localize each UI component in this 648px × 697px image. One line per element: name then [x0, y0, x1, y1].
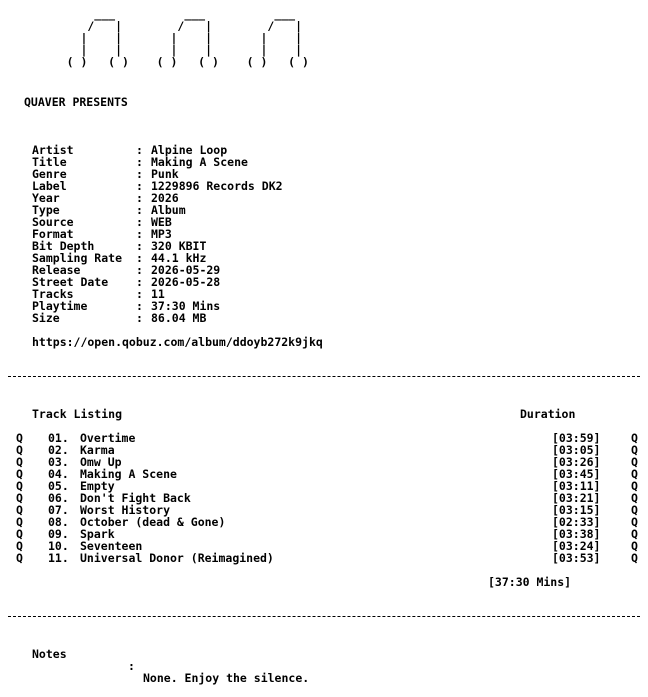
info-key: Genre	[32, 167, 67, 181]
info-value: 11	[151, 287, 165, 301]
info-key: Size	[32, 311, 60, 325]
info-key: Sampling Rate	[32, 251, 123, 265]
track-number: 08.	[48, 515, 69, 529]
info-sep: :	[136, 311, 143, 325]
track-row	[0, 552, 648, 564]
info-value: 2026-05-29	[151, 263, 221, 277]
info-key: Artist	[32, 143, 74, 157]
info-value: 86.04 MB	[151, 311, 207, 325]
info-value: Album	[151, 203, 186, 217]
info-row	[0, 168, 648, 180]
track-number: 11.	[48, 551, 69, 565]
track-duration: [03:24]	[552, 539, 601, 553]
track-marker-left: Q	[16, 551, 23, 565]
track-marker-left: Q	[16, 479, 23, 493]
track-duration: [03:21]	[552, 491, 601, 505]
presenter-line: QUAVER PRESENTS	[24, 95, 128, 109]
info-row	[0, 192, 648, 204]
info-sep: :	[136, 203, 143, 217]
track-marker-right: Q	[631, 551, 638, 565]
info-value: Alpine Loop	[151, 143, 228, 157]
track-number: 09.	[48, 527, 69, 541]
info-sep: :	[136, 227, 143, 241]
info-row	[0, 228, 648, 240]
track-marker-right: Q	[631, 443, 638, 457]
track-number: 07.	[48, 503, 69, 517]
track-number: 06.	[48, 491, 69, 505]
track-title: Making A Scene	[80, 467, 177, 481]
track-duration: [03:15]	[552, 503, 601, 517]
info-row	[0, 288, 648, 300]
track-marker-left: Q	[16, 527, 23, 541]
duration-header: Duration	[520, 407, 576, 421]
track-duration: [03:59]	[552, 431, 601, 445]
info-value: MP3	[151, 227, 172, 241]
track-duration: [02:33]	[552, 515, 601, 529]
info-key: Label	[32, 179, 67, 193]
info-row	[0, 180, 648, 192]
track-title: Overtime	[80, 431, 136, 445]
info-key: Street Date	[32, 275, 109, 289]
info-row	[0, 300, 648, 312]
notes-key: Notes	[32, 647, 67, 661]
track-number: 01.	[48, 431, 69, 445]
info-value: 320 KBIT	[151, 239, 207, 253]
track-marker-right: Q	[631, 503, 638, 517]
info-sep: :	[136, 215, 143, 229]
info-sep: :	[136, 239, 143, 253]
track-marker-right: Q	[631, 539, 638, 553]
info-value: 44.1 kHz	[151, 251, 207, 265]
info-row	[0, 312, 648, 324]
track-duration: [03:26]	[552, 455, 601, 469]
divider-top	[8, 376, 640, 377]
info-row	[0, 156, 648, 168]
track-marker-left: Q	[16, 539, 23, 553]
info-sep: :	[136, 275, 143, 289]
divider-bottom	[8, 616, 640, 617]
logo-ascii-art: ___ ___ ___ / | / | / | | | | | | | | | | | | | ( ) ( ) ( ) ( ) ( ) ( )	[66, 7, 309, 69]
track-marker-right: Q	[631, 515, 638, 529]
notes-row	[0, 636, 648, 685]
info-key: Bit Depth	[32, 239, 95, 253]
track-marker-left: Q	[16, 431, 23, 445]
info-value: 2026	[151, 191, 179, 205]
track-title: Seventeen	[80, 539, 143, 553]
info-sep: :	[136, 287, 143, 301]
info-sep: :	[136, 191, 143, 205]
info-sep: :	[136, 251, 143, 265]
track-marker-right: Q	[631, 479, 638, 493]
info-value: Making A Scene	[151, 155, 248, 169]
info-key: Playtime	[32, 299, 88, 313]
track-number: 02.	[48, 443, 69, 457]
track-title: Universal Donor (Reimagined)	[80, 551, 274, 565]
track-title: Empty	[80, 479, 115, 493]
info-row	[0, 216, 648, 228]
info-value: Punk	[151, 167, 179, 181]
track-number: 04.	[48, 467, 69, 481]
track-duration: [03:53]	[552, 551, 601, 565]
track-marker-left: Q	[16, 503, 23, 517]
info-row	[0, 204, 648, 216]
total-playtime: [37:30 Mins]	[488, 575, 572, 589]
track-marker-left: Q	[16, 467, 23, 481]
track-number: 05.	[48, 479, 69, 493]
notes-value: None. Enjoy the silence.	[143, 671, 310, 685]
track-marker-left: Q	[16, 443, 23, 457]
notes-sep: :	[128, 659, 135, 673]
album-url: https://open.qobuz.com/album/ddoyb272k9jkq	[32, 335, 323, 349]
info-sep: :	[136, 167, 143, 181]
info-key: Release	[32, 263, 81, 277]
track-title: October (dead & Gone)	[80, 515, 226, 529]
info-sep: :	[136, 263, 143, 277]
info-key: Title	[32, 155, 67, 169]
info-value: 2026-05-28	[151, 275, 221, 289]
info-row	[0, 144, 648, 156]
info-row	[0, 252, 648, 264]
info-row	[0, 276, 648, 288]
track-marker-left: Q	[16, 455, 23, 469]
info-key: Year	[32, 191, 60, 205]
track-marker-right: Q	[631, 527, 638, 541]
track-duration: [03:05]	[552, 443, 601, 457]
info-sep: :	[136, 179, 143, 193]
track-title: Karma	[80, 443, 115, 457]
info-value: 1229896 Records DK2	[151, 179, 283, 193]
track-number: 10.	[48, 539, 69, 553]
tracklist-header: Track Listing	[32, 407, 123, 421]
info-key: Source	[32, 215, 74, 229]
track-marker-right: Q	[631, 455, 638, 469]
info-key: Format	[32, 227, 74, 241]
track-title: Worst History	[80, 503, 171, 517]
track-duration: [03:45]	[552, 467, 601, 481]
track-marker-right: Q	[631, 491, 638, 505]
track-duration: [03:38]	[552, 527, 601, 541]
info-key: Type	[32, 203, 60, 217]
track-title: Omw Up	[80, 455, 122, 469]
info-value: WEB	[151, 215, 172, 229]
track-title: Don't Fight Back	[80, 491, 191, 505]
info-key: Tracks	[32, 287, 74, 301]
track-duration: [03:11]	[552, 479, 601, 493]
info-sep: :	[136, 155, 143, 169]
track-marker-left: Q	[16, 515, 23, 529]
track-number: 03.	[48, 455, 69, 469]
track-marker-right: Q	[631, 431, 638, 445]
info-sep: :	[136, 299, 143, 313]
info-value: 37:30 Mins	[151, 299, 221, 313]
info-sep: :	[136, 143, 143, 157]
track-title: Spark	[80, 527, 115, 541]
track-marker-left: Q	[16, 491, 23, 505]
track-marker-right: Q	[631, 467, 638, 481]
